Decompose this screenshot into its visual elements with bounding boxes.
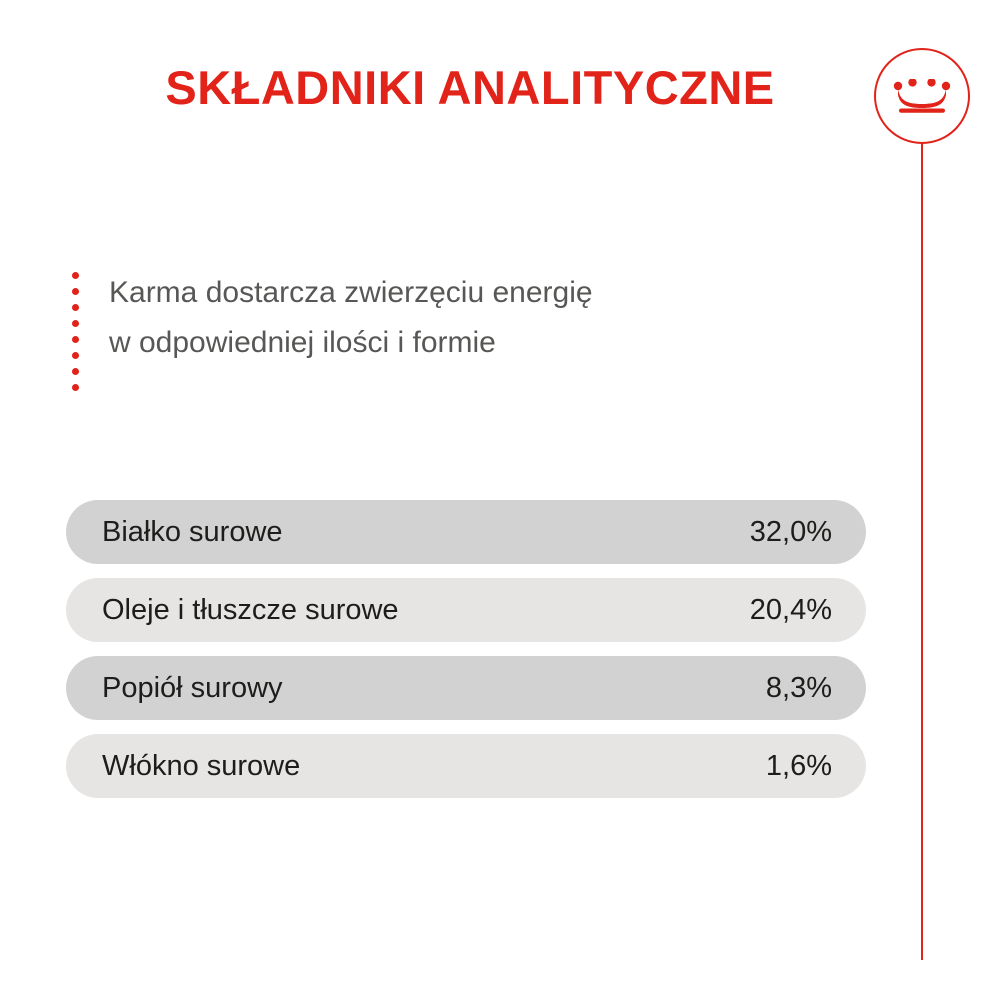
royal-canin-crown-icon — [874, 48, 970, 144]
dot — [72, 336, 79, 343]
dotted-accent-bar — [72, 272, 79, 391]
dot — [72, 272, 79, 279]
nutrient-value: 8,3% — [765, 671, 832, 704]
intro-text — [109, 268, 593, 367]
dot — [72, 352, 79, 359]
intro-block — [72, 268, 593, 391]
nutrient-list — [66, 500, 866, 812]
nutrient-row — [66, 656, 866, 720]
nutrient-value: 1,6% — [765, 749, 832, 782]
dot — [72, 368, 79, 375]
intro-line-2: w odpowiedniej ilości i formie — [109, 325, 496, 359]
nutrient-row — [66, 734, 866, 798]
dot — [72, 384, 79, 391]
intro-line-1: Karma dostarcza zwierzęciu energię — [109, 276, 593, 309]
nutrient-label: Białko surowe — [102, 515, 283, 548]
nutrient-row — [66, 578, 866, 642]
nutrient-label: Oleje i tłuszcze surowe — [102, 593, 399, 626]
nutrient-value: 32,0% — [749, 515, 832, 548]
dot — [72, 288, 79, 295]
nutrient-row — [66, 500, 866, 564]
dot — [72, 304, 79, 311]
nutrient-label: Włókno surowe — [102, 749, 301, 782]
nutrient-value: 20,4% — [749, 593, 832, 626]
vertical-accent-line — [921, 140, 923, 960]
dot — [72, 320, 79, 327]
nutrient-label: Popiół surowy — [102, 671, 283, 704]
page-title: SKŁADNIKI ANALITYCZNE — [165, 61, 775, 114]
